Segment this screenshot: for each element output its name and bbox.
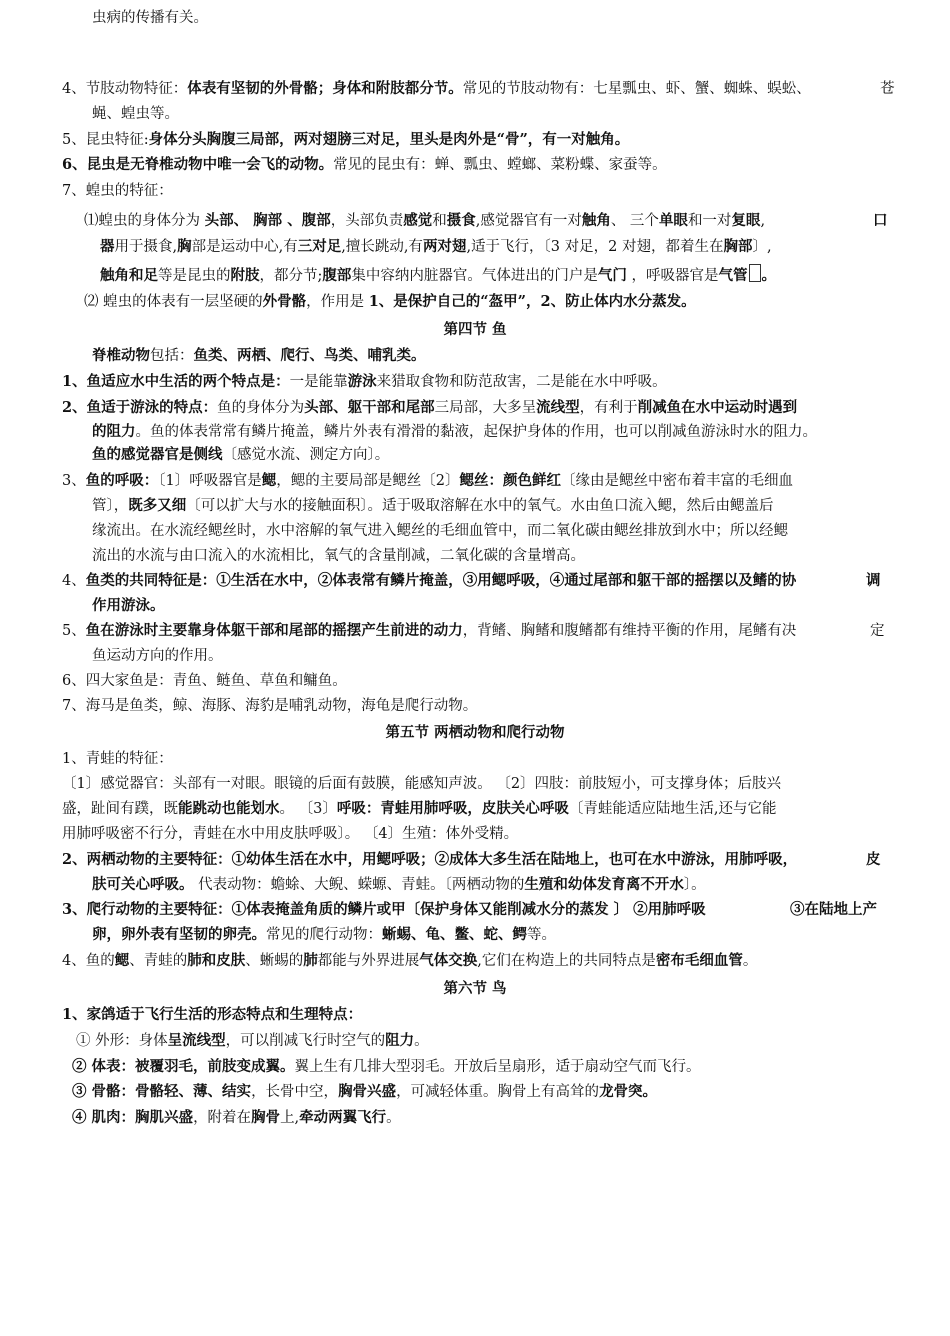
text-line: 4、鱼类的共同特征是：①生活在水中，②体表常有鳞片掩盖，③用鳃呼吸，④通过尾部和躯干部的摇摆以及鳍的协 (62, 572, 797, 589)
text-line: 1、鱼适应水中生活的两个特点是：一是能靠游泳来猎取食物和防范敌害，二是能在水中呼吸。 (62, 373, 667, 390)
text-fragment: 定 (870, 623, 885, 639)
text-line: 鱼运动方向的作用。 (92, 648, 223, 664)
text-line: ③ 骨骼：骨骼轻、薄、结实，长骨中空，胸骨兴盛，可减轻体重。胸骨上有高耸的龙骨突。 (72, 1083, 658, 1100)
text-line: 4、鱼的鳃、青蛙的肺和皮肤、蜥蜴的肺都能与外界进展气体交换,它们在构造上的共同特点是密布毛细血管。 (62, 952, 758, 969)
text-line: 盛，趾间有蹼，既能跳动也能划水。 〔3〕呼吸：青蛙用肺呼吸，皮肤关心呼吸〔青蛙能适应陆地生活,还与它能 (62, 800, 777, 817)
text-line: 作用游泳。 (92, 597, 165, 614)
text-line: ⑵ 蝗虫的体表有一层坚硬的外骨骼，作用是 1、是保护自己的“盔甲”，2、防止体内水分蒸发。 (84, 293, 696, 310)
text-line: 6、四大家鱼是：青鱼、鲢鱼、草鱼和鳙鱼。 (62, 673, 347, 689)
section-heading: 第六节 鸟 (443, 980, 507, 997)
text-line: 7、海马是鱼类，鲸、海豚、海豹是哺乳动物，海龟是爬行动物。 (62, 698, 478, 714)
text-line: 1、家鸽适于飞行生活的形态特点和生理特点： (62, 1006, 363, 1023)
text-fragment: 皮 (866, 851, 881, 868)
text-line: ④ 肌肉：胸肌兴盛，附着在胸骨上,牵动两翼飞行。 (72, 1109, 401, 1126)
text-line: 2、鱼适于游泳的特点：鱼的身体分为头部、躯干部和尾部三局部，大多呈流线型，有利于削减鱼在水中运动时遇到 (62, 399, 798, 416)
text-line: ⑴蝗虫的身体分为 头部、 胸部 、腹部，头部负责感觉和摄食,感觉器官有一对触角、 三个单眼和一对复眼, (84, 212, 766, 229)
missing-glyph-box (749, 264, 761, 282)
text-line: 肤可关心呼吸。 代表动物：蟾蜍、大鲵、蝾螈、青蛙。〔两栖动物的生殖和幼体发育离不开水〕。 (92, 876, 706, 893)
text-fragment: 口 (873, 212, 888, 229)
text-line: 蝇、蝗虫等。 (92, 106, 179, 122)
text-line: 脊椎动物包括：鱼类、两栖、爬行、鸟类、哺乳类。 (92, 347, 426, 364)
text-line: 6、昆虫是无脊椎动物中唯一会飞的动物。常见的昆虫有：蝉、瓢虫、螳螂、菜粉蝶、家蚕等。 (62, 156, 667, 173)
text-line: 4、节肢动物特征：体表有坚韧的外骨骼；身体和附肢都分节。常见的节肢动物有：七星瓢虫、虾、蟹、蜘蛛、蜈蚣、 (62, 80, 811, 97)
text-line: 3、爬行动物的主要特征：①体表掩盖角质的鳞片或甲〔保护身体又能削减水分的蒸发 〕 ②用肺呼吸 (62, 901, 706, 918)
text-line: 流出的水流与由口流入的水流相比，氧气的含量削减，二氧化碳的含量增高。 (92, 548, 585, 564)
text-fragment: ③在陆地上产 (790, 901, 877, 918)
section-heading: 第四节 鱼 (443, 321, 507, 338)
text-line: 3、鱼的呼吸：〔1〕呼吸器官是鳃，鳃的主要局部是鳃丝〔2〕鳃丝：颜色鲜红〔缘由是鳃丝中密布着丰富的毛细血 (62, 472, 793, 489)
text-line: 5、昆虫特征:身体分头胸腹三局部，两对翅膀三对足，里头是肉外是“骨”，有一对触角。 (62, 131, 630, 148)
text-line: 管〕，既多又细〔可以扩大与水的接触面积〕。适于吸取溶解在水中的氧气。水由鱼口流入鳃，然后由鳃盖后 (92, 497, 774, 514)
text-line: 用肺呼吸密不行分，青蛙在水中用皮肤呼吸〕。 〔4〕生殖：体外受精。 (62, 826, 519, 842)
text-line: 缘流出。在水流经鳃丝时，水中溶解的氧气进入鳃丝的毛细血管中，而二氧化碳由鳃丝排放到水中；所以经鳃 (92, 523, 788, 539)
text-line: ① 外形：身体呈流线型，可以削减飞行时空气的阻力。 (76, 1032, 429, 1049)
text-line: 虫病的传播有关。 (92, 10, 208, 26)
section-heading: 第五节 两栖动物和爬行动物 (385, 724, 565, 741)
text-fragment: 苍 (880, 81, 895, 97)
text-line: 的阻力。鱼的体表常常有鳞片掩盖，鳞片外表有滑滑的黏液，起保护身体的作用，也可以削减鱼游泳时水的阻力。 (92, 423, 817, 440)
text-line: 鱼的感觉器官是侧线〔感觉水流、测定方向〕。 (92, 446, 390, 463)
text-line: 7、蝗虫的特征： (62, 183, 173, 199)
text-line: 2、两栖动物的主要特征：①幼体生活在水中，用鳃呼吸；②成体大多生活在陆地上，也可在水中游泳，用肺呼吸， (62, 851, 798, 868)
text-line: 触角和足等是昆虫的附肢，都分节;腹部集中容纳内脏器官。气体进出的门户是气门 ，呼吸器官是气管 。 (100, 264, 776, 286)
text-line: ② 体表：被覆羽毛，前肢变成翼。翼上生有几排大型羽毛。开放后呈扇形，适于扇动空气而飞行。 (72, 1058, 701, 1075)
text-line: 〔1〕感觉器官：头部有一对眼。眼镜的后面有鼓膜，能感知声波。 〔2〕四肢：前肢短小，可支撑身体；后肢兴 (62, 776, 782, 792)
text-line: 5、鱼在游泳时主要靠身体躯干部和尾部的摇摆产生前进的动力，背鳍、胸鳍和腹鳍都有维持平衡的作用，尾鳍有决 (62, 622, 797, 639)
text-line: 器用于摄食,胸部是运动中心,有三对足,擅长跳动,有两对翅,适于飞行，〔3 对足，2 对翅，都着生在胸部〕, (100, 238, 772, 255)
text-line: 1、青蛙的特征： (62, 751, 173, 767)
text-fragment: 调 (866, 572, 881, 589)
text-line: 卵，卵外表有坚韧的卵壳。常见的爬行动物：蜥蜴、龟、鳖、蛇、鳄等。 (92, 926, 556, 943)
